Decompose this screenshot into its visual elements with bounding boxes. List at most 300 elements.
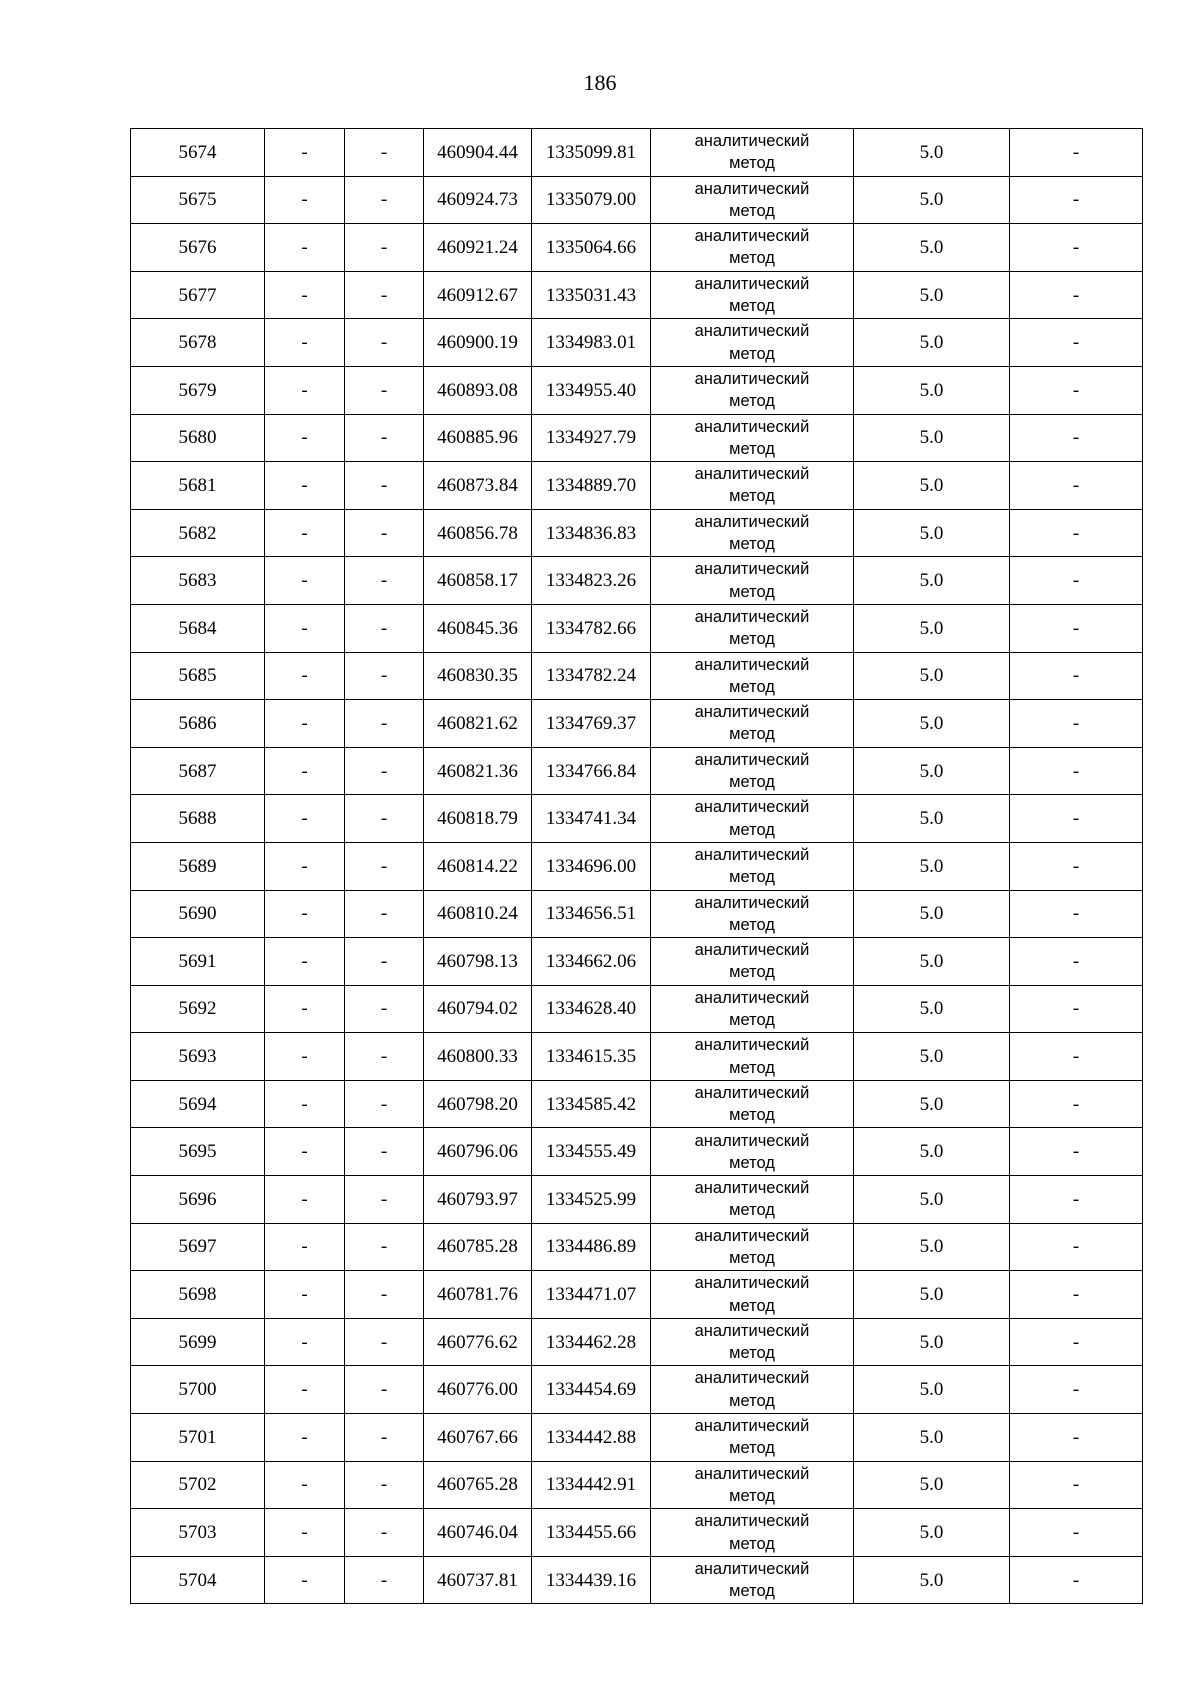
empty-column-2-cell: - [265,414,345,462]
empty-column-3-cell: - [345,462,424,510]
point-number-cell: 5682 [131,509,265,557]
method-cell [651,1176,854,1224]
empty-column-8-cell: - [1010,462,1143,510]
method-line-2: метод [729,392,775,411]
empty-column-3-cell: - [345,1556,424,1604]
table-row [131,319,1143,367]
empty-column-3-cell: - [345,509,424,557]
x-coordinate-cell: 460810.24 [424,890,532,938]
method-line-1: аналитический [694,607,810,626]
method-line-2: метод [729,820,775,839]
y-coordinate-cell: 1334525.99 [532,1176,651,1224]
x-coordinate-cell: 460793.97 [424,1176,532,1224]
table-row [131,1128,1143,1176]
method-cell [651,1128,854,1176]
empty-column-2-cell: - [265,1366,345,1414]
accuracy-cell: 5.0 [854,1223,1010,1271]
method-line-1: аналитический [694,417,810,436]
y-coordinate-cell: 1335099.81 [532,129,651,177]
empty-column-3-cell: - [345,1271,424,1319]
table-row [131,1271,1143,1319]
x-coordinate-cell: 460737.81 [424,1556,532,1604]
method-line-2: метод [729,582,775,601]
table-row [131,1223,1143,1271]
empty-column-8-cell: - [1010,1414,1143,1462]
method-line-2: метод [729,249,775,268]
table-row [131,1318,1143,1366]
x-coordinate-cell: 460904.44 [424,129,532,177]
x-coordinate-cell: 460893.08 [424,366,532,414]
empty-column-8-cell: - [1010,1271,1143,1319]
empty-column-2-cell: - [265,1128,345,1176]
method-line-1: аналитический [694,1512,810,1531]
table-row [131,557,1143,605]
point-number-cell: 5700 [131,1366,265,1414]
empty-column-8-cell: - [1010,1318,1143,1366]
method-cell [651,224,854,272]
empty-column-2-cell: - [265,842,345,890]
method-line-2: метод [729,1296,775,1315]
empty-column-2-cell: - [265,1509,345,1557]
empty-column-2-cell: - [265,890,345,938]
empty-column-2-cell: - [265,319,345,367]
method-cell [651,1271,854,1319]
method-cell [651,176,854,224]
empty-column-2-cell: - [265,652,345,700]
method-cell [651,842,854,890]
y-coordinate-cell: 1334782.24 [532,652,651,700]
x-coordinate-cell: 460818.79 [424,795,532,843]
method-cell [651,271,854,319]
table-row [131,366,1143,414]
page-number: 186 [583,70,617,95]
point-number-cell: 5699 [131,1318,265,1366]
empty-column-8-cell: - [1010,890,1143,938]
table-row [131,1556,1143,1604]
point-number-cell: 5701 [131,1414,265,1462]
method-cell [651,1509,854,1557]
empty-column-8-cell: - [1010,224,1143,272]
y-coordinate-cell: 1334889.70 [532,462,651,510]
empty-column-8-cell: - [1010,842,1143,890]
empty-column-8-cell: - [1010,319,1143,367]
accuracy-cell: 5.0 [854,795,1010,843]
method-line-2: метод [729,725,775,744]
accuracy-cell: 5.0 [854,1271,1010,1319]
method-line-1: аналитический [694,1036,810,1055]
point-number-cell: 5703 [131,1509,265,1557]
point-number-cell: 5702 [131,1461,265,1509]
point-number-cell: 5683 [131,557,265,605]
x-coordinate-cell: 460900.19 [424,319,532,367]
point-number-cell: 5693 [131,1033,265,1081]
method-line-1: аналитический [694,512,810,531]
method-line-1: аналитический [694,274,810,293]
method-cell [651,1414,854,1462]
method-line-2: метод [729,1486,775,1505]
empty-column-3-cell: - [345,1461,424,1509]
accuracy-cell: 5.0 [854,1080,1010,1128]
x-coordinate-cell: 460921.24 [424,224,532,272]
method-cell [651,557,854,605]
empty-column-8-cell: - [1010,557,1143,605]
x-coordinate-cell: 460798.20 [424,1080,532,1128]
empty-column-3-cell: - [345,938,424,986]
empty-column-8-cell: - [1010,509,1143,557]
empty-column-8-cell: - [1010,604,1143,652]
table-row [131,1176,1143,1224]
method-line-2: метод [729,630,775,649]
table-body [131,129,1143,1604]
empty-column-8-cell: - [1010,271,1143,319]
method-line-1: аналитический [694,1417,810,1436]
accuracy-cell: 5.0 [854,1176,1010,1224]
point-number-cell: 5678 [131,319,265,367]
empty-column-2-cell: - [265,1223,345,1271]
accuracy-cell: 5.0 [854,652,1010,700]
empty-column-2-cell: - [265,1033,345,1081]
empty-column-8-cell: - [1010,938,1143,986]
method-line-1: аналитический [694,179,810,198]
table-row [131,1414,1143,1462]
x-coordinate-cell: 460776.00 [424,1366,532,1414]
point-number-cell: 5692 [131,985,265,1033]
x-coordinate-cell: 460765.28 [424,1461,532,1509]
table-row [131,938,1143,986]
accuracy-cell: 5.0 [854,1509,1010,1557]
method-line-1: аналитический [694,798,810,817]
method-line-1: аналитический [694,1464,810,1483]
method-cell [651,652,854,700]
accuracy-cell: 5.0 [854,747,1010,795]
accuracy-cell: 5.0 [854,509,1010,557]
empty-column-3-cell: - [345,842,424,890]
accuracy-cell: 5.0 [854,129,1010,177]
point-number-cell: 5687 [131,747,265,795]
table-row [131,747,1143,795]
empty-column-3-cell: - [345,700,424,748]
method-line-1: аналитический [694,1559,810,1578]
method-cell [651,1366,854,1414]
method-line-2: метод [729,915,775,934]
empty-column-2-cell: - [265,1461,345,1509]
table-row [131,1033,1143,1081]
y-coordinate-cell: 1334455.66 [532,1509,651,1557]
empty-column-3-cell: - [345,890,424,938]
empty-column-8-cell: - [1010,1223,1143,1271]
y-coordinate-cell: 1334823.26 [532,557,651,605]
y-coordinate-cell: 1334442.91 [532,1461,651,1509]
table-row [131,795,1143,843]
method-cell [651,604,854,652]
y-coordinate-cell: 1334615.35 [532,1033,651,1081]
empty-column-3-cell: - [345,652,424,700]
accuracy-cell: 5.0 [854,176,1010,224]
point-number-cell: 5690 [131,890,265,938]
method-cell [651,414,854,462]
empty-column-2-cell: - [265,557,345,605]
method-line-1: аналитический [694,1226,810,1245]
method-cell [651,985,854,1033]
empty-column-8-cell: - [1010,414,1143,462]
point-number-cell: 5679 [131,366,265,414]
x-coordinate-cell: 460814.22 [424,842,532,890]
accuracy-cell: 5.0 [854,462,1010,510]
method-cell [651,700,854,748]
accuracy-cell: 5.0 [854,842,1010,890]
empty-column-3-cell: - [345,985,424,1033]
empty-column-3-cell: - [345,1509,424,1557]
y-coordinate-cell: 1334471.07 [532,1271,651,1319]
empty-column-3-cell: - [345,604,424,652]
x-coordinate-cell: 460845.36 [424,604,532,652]
empty-column-2-cell: - [265,938,345,986]
coordinates-table [130,128,1143,1604]
x-coordinate-cell: 460830.35 [424,652,532,700]
empty-column-2-cell: - [265,1271,345,1319]
table-row [131,1366,1143,1414]
method-line-2: метод [729,344,775,363]
x-coordinate-cell: 460821.62 [424,700,532,748]
method-line-2: метод [729,677,775,696]
empty-column-3-cell: - [345,1223,424,1271]
x-coordinate-cell: 460885.96 [424,414,532,462]
method-cell [651,747,854,795]
method-line-1: аналитический [694,941,810,960]
method-line-2: метод [729,1439,775,1458]
table-row [131,842,1143,890]
empty-column-8-cell: - [1010,1128,1143,1176]
empty-column-8-cell: - [1010,366,1143,414]
empty-column-3-cell: - [345,414,424,462]
accuracy-cell: 5.0 [854,366,1010,414]
empty-column-2-cell: - [265,509,345,557]
accuracy-cell: 5.0 [854,1556,1010,1604]
empty-column-2-cell: - [265,604,345,652]
accuracy-cell: 5.0 [854,1033,1010,1081]
method-cell [651,938,854,986]
empty-column-2-cell: - [265,747,345,795]
table-row [131,652,1143,700]
empty-column-2-cell: - [265,1080,345,1128]
method-line-1: аналитический [694,465,810,484]
x-coordinate-cell: 460776.62 [424,1318,532,1366]
point-number-cell: 5674 [131,129,265,177]
x-coordinate-cell: 460924.73 [424,176,532,224]
method-line-2: метод [729,1058,775,1077]
method-line-2: метод [729,1248,775,1267]
y-coordinate-cell: 1334486.89 [532,1223,651,1271]
empty-column-3-cell: - [345,747,424,795]
point-number-cell: 5677 [131,271,265,319]
y-coordinate-cell: 1334555.49 [532,1128,651,1176]
y-coordinate-cell: 1334696.00 [532,842,651,890]
y-coordinate-cell: 1334462.28 [532,1318,651,1366]
x-coordinate-cell: 460796.06 [424,1128,532,1176]
x-coordinate-cell: 460798.13 [424,938,532,986]
accuracy-cell: 5.0 [854,1128,1010,1176]
table-row [131,224,1143,272]
empty-column-8-cell: - [1010,652,1143,700]
table-row [131,985,1143,1033]
method-line-1: аналитический [694,1083,810,1102]
empty-column-2-cell: - [265,224,345,272]
point-number-cell: 5685 [131,652,265,700]
accuracy-cell: 5.0 [854,319,1010,367]
empty-column-3-cell: - [345,129,424,177]
accuracy-cell: 5.0 [854,271,1010,319]
y-coordinate-cell: 1335064.66 [532,224,651,272]
table-row [131,271,1143,319]
empty-column-8-cell: - [1010,795,1143,843]
method-line-1: аналитический [694,845,810,864]
empty-column-3-cell: - [345,557,424,605]
method-line-1: аналитический [694,132,810,151]
method-line-1: аналитический [694,655,810,674]
table-row [131,890,1143,938]
y-coordinate-cell: 1334442.88 [532,1414,651,1462]
empty-column-2-cell: - [265,1414,345,1462]
method-line-2: метод [729,1534,775,1553]
method-line-2: метод [729,439,775,458]
method-line-1: аналитический [694,703,810,722]
x-coordinate-cell: 460873.84 [424,462,532,510]
method-line-2: метод [729,201,775,220]
x-coordinate-cell: 460800.33 [424,1033,532,1081]
empty-column-2-cell: - [265,985,345,1033]
y-coordinate-cell: 1334628.40 [532,985,651,1033]
method-cell [651,1461,854,1509]
y-coordinate-cell: 1334454.69 [532,1366,651,1414]
empty-column-8-cell: - [1010,985,1143,1033]
point-number-cell: 5698 [131,1271,265,1319]
accuracy-cell: 5.0 [854,1366,1010,1414]
method-line-1: аналитический [694,1274,810,1293]
method-line-2: метод [729,1582,775,1601]
empty-column-3-cell: - [345,1176,424,1224]
method-cell [651,129,854,177]
x-coordinate-cell: 460767.66 [424,1414,532,1462]
method-line-1: аналитический [694,1321,810,1340]
empty-column-3-cell: - [345,1318,424,1366]
empty-column-8-cell: - [1010,1556,1143,1604]
point-number-cell: 5694 [131,1080,265,1128]
point-number-cell: 5686 [131,700,265,748]
accuracy-cell: 5.0 [854,604,1010,652]
empty-column-2-cell: - [265,795,345,843]
method-cell [651,1556,854,1604]
accuracy-cell: 5.0 [854,890,1010,938]
point-number-cell: 5695 [131,1128,265,1176]
empty-column-3-cell: - [345,224,424,272]
empty-column-3-cell: - [345,1128,424,1176]
x-coordinate-cell: 460856.78 [424,509,532,557]
empty-column-3-cell: - [345,176,424,224]
point-number-cell: 5675 [131,176,265,224]
point-number-cell: 5688 [131,795,265,843]
y-coordinate-cell: 1334585.42 [532,1080,651,1128]
empty-column-8-cell: - [1010,700,1143,748]
method-cell [651,1318,854,1366]
empty-column-2-cell: - [265,700,345,748]
method-cell [651,1033,854,1081]
empty-column-8-cell: - [1010,176,1143,224]
accuracy-cell: 5.0 [854,700,1010,748]
point-number-cell: 5696 [131,1176,265,1224]
accuracy-cell: 5.0 [854,1414,1010,1462]
method-cell [651,1223,854,1271]
empty-column-2-cell: - [265,271,345,319]
method-line-2: метод [729,963,775,982]
y-coordinate-cell: 1335031.43 [532,271,651,319]
empty-column-3-cell: - [345,271,424,319]
method-line-1: аналитический [694,1369,810,1388]
y-coordinate-cell: 1334662.06 [532,938,651,986]
empty-column-2-cell: - [265,1176,345,1224]
empty-column-3-cell: - [345,1414,424,1462]
accuracy-cell: 5.0 [854,938,1010,986]
empty-column-8-cell: - [1010,129,1143,177]
x-coordinate-cell: 460858.17 [424,557,532,605]
y-coordinate-cell: 1334782.66 [532,604,651,652]
method-line-2: метод [729,1106,775,1125]
method-line-1: аналитический [694,227,810,246]
empty-column-8-cell: - [1010,1080,1143,1128]
table-row [131,1461,1143,1509]
empty-column-8-cell: - [1010,1176,1143,1224]
method-cell [651,1080,854,1128]
y-coordinate-cell: 1334955.40 [532,366,651,414]
method-line-1: аналитический [694,1131,810,1150]
point-number-cell: 5676 [131,224,265,272]
y-coordinate-cell: 1334439.16 [532,1556,651,1604]
y-coordinate-cell: 1334656.51 [532,890,651,938]
method-line-2: метод [729,535,775,554]
x-coordinate-cell: 460746.04 [424,1509,532,1557]
empty-column-8-cell: - [1010,747,1143,795]
point-number-cell: 5704 [131,1556,265,1604]
point-number-cell: 5681 [131,462,265,510]
accuracy-cell: 5.0 [854,224,1010,272]
method-cell [651,462,854,510]
accuracy-cell: 5.0 [854,1318,1010,1366]
method-line-2: метод [729,1391,775,1410]
table-row [131,129,1143,177]
point-number-cell: 5684 [131,604,265,652]
table-row [131,414,1143,462]
x-coordinate-cell: 460785.28 [424,1223,532,1271]
method-line-2: метод [729,773,775,792]
table-row [131,462,1143,510]
empty-column-2-cell: - [265,1318,345,1366]
method-line-2: метод [729,1344,775,1363]
method-line-2: метод [729,1201,775,1220]
y-coordinate-cell: 1334741.34 [532,795,651,843]
empty-column-2-cell: - [265,129,345,177]
method-line-2: метод [729,154,775,173]
table-row [131,509,1143,557]
method-cell [651,795,854,843]
y-coordinate-cell: 1335079.00 [532,176,651,224]
method-line-1: аналитический [694,893,810,912]
y-coordinate-cell: 1334927.79 [532,414,651,462]
accuracy-cell: 5.0 [854,985,1010,1033]
empty-column-3-cell: - [345,795,424,843]
x-coordinate-cell: 460781.76 [424,1271,532,1319]
method-line-1: аналитический [694,560,810,579]
y-coordinate-cell: 1334766.84 [532,747,651,795]
method-line-1: аналитический [694,370,810,388]
